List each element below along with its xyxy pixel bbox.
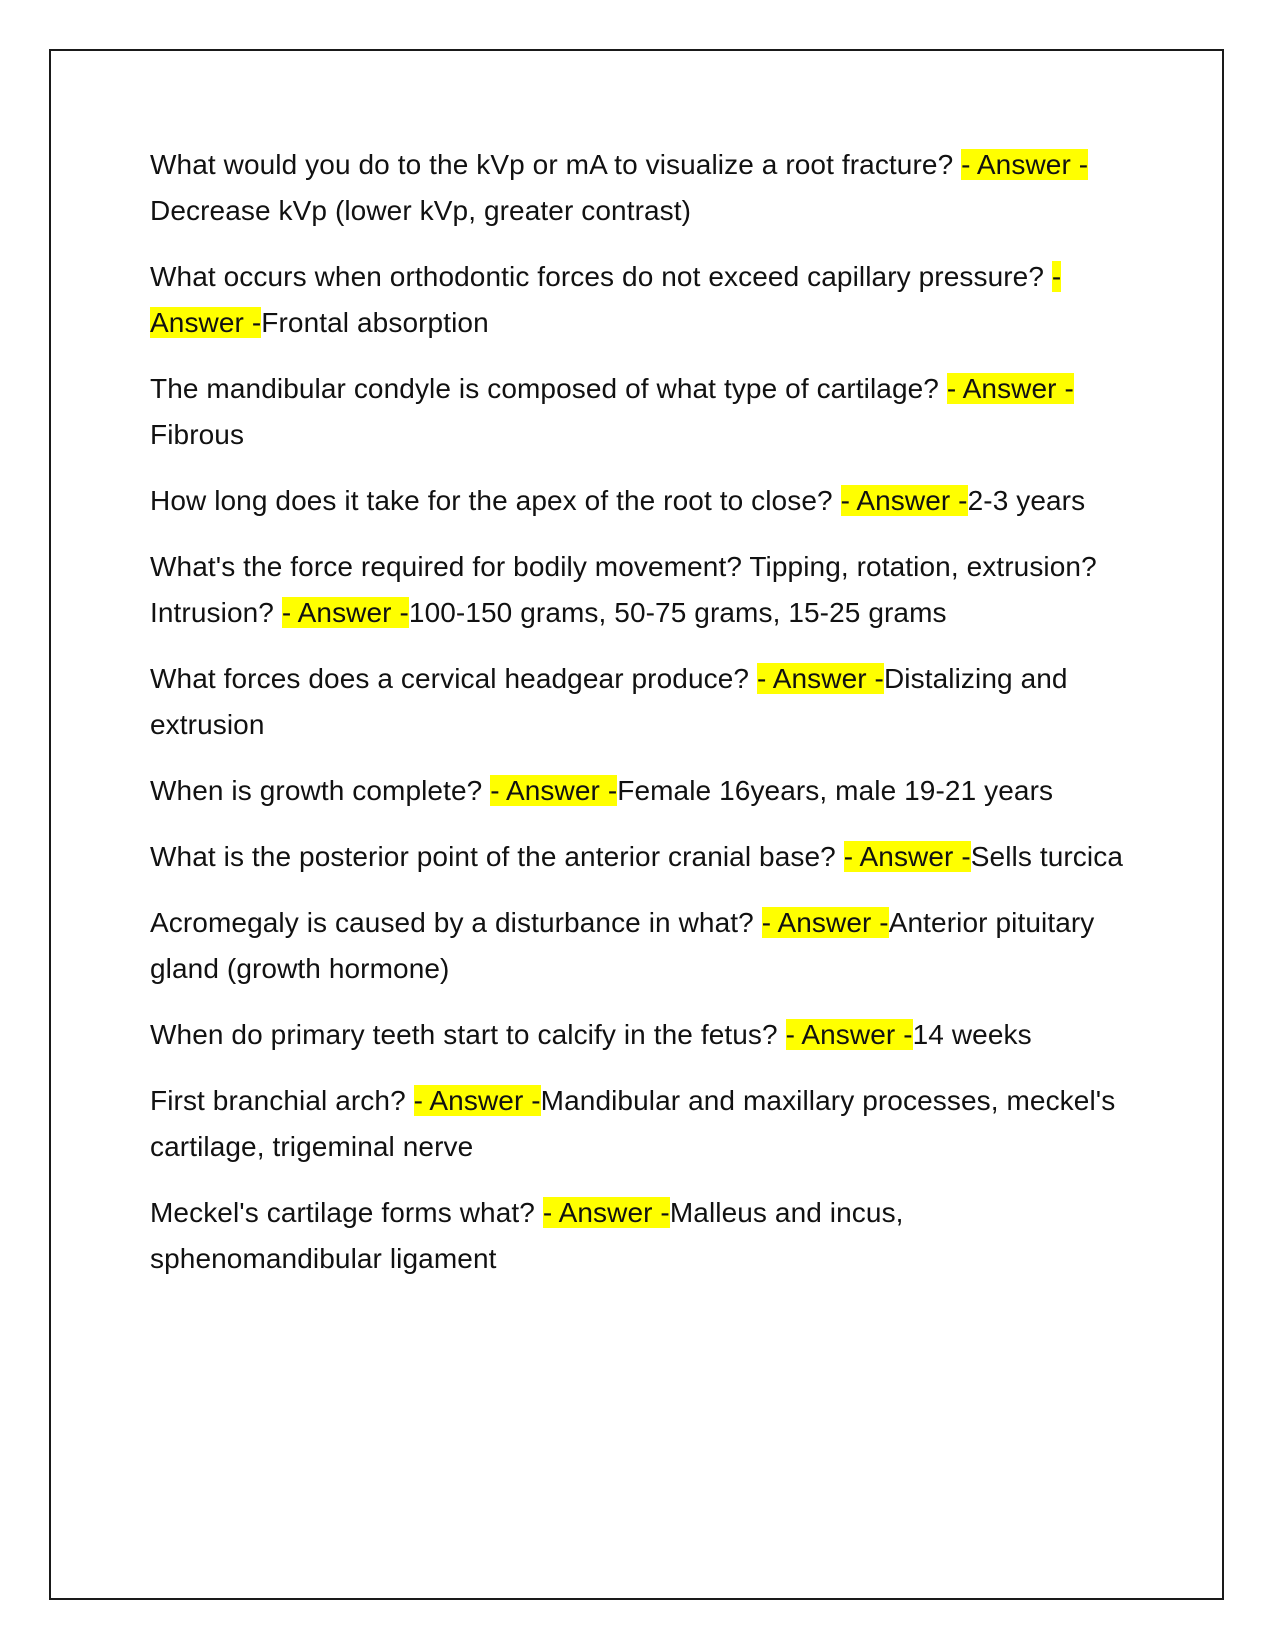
- document-body: [150, 142, 1132, 1302]
- qa-item: [150, 768, 1132, 814]
- answer-marker: - Answer -: [843, 841, 971, 872]
- answer-text: Malleus and incus, sphenomandibular ligament: [150, 1197, 904, 1274]
- answer-marker: - Answer -: [840, 485, 968, 516]
- answer-text: 14 weeks: [912, 1019, 1032, 1050]
- qa-item: [150, 254, 1132, 346]
- answer-text: Mandibular and maxillary processes, meckel's cartilage, trigeminal nerve: [150, 1085, 1116, 1162]
- question-text: The mandibular condyle is composed of what type of cartilage?: [150, 373, 947, 404]
- question-text: First branchial arch?: [150, 1085, 414, 1116]
- answer-text: 2-3 years: [967, 485, 1086, 516]
- answer-text: Distalizing and extrusion: [150, 663, 1068, 740]
- qa-item: [150, 1190, 1132, 1282]
- answer-marker: - Answer -: [413, 1085, 541, 1116]
- qa-item: [150, 656, 1132, 748]
- question-text: What would you do to the kVp or mA to visualize a root fracture?: [150, 149, 962, 180]
- answer-text: Anterior pituitary gland (growth hormone): [150, 907, 1095, 984]
- answer-marker: - Answer -: [785, 1019, 913, 1050]
- answer-marker: - Answer -: [756, 663, 884, 694]
- question-text: What occurs when orthodontic forces do not exceed capillary pressure?: [150, 261, 1052, 292]
- answer-marker: - Answer -: [946, 373, 1074, 404]
- answer-marker: - Answer -: [281, 597, 409, 628]
- answer-text: Decrease kVp (lower kVp, greater contrast): [150, 195, 692, 226]
- question-text: What's the force required for bodily movement? Tipping, rotation, extrusion? Intrusion?: [150, 551, 1097, 628]
- qa-item: [150, 142, 1132, 234]
- question-text: What forces does a cervical headgear produce?: [150, 663, 757, 694]
- qa-item: [150, 1012, 1132, 1058]
- question-text: How long does it take for the apex of the root to close?: [150, 485, 841, 516]
- answer-marker: - Answer -: [761, 907, 889, 938]
- answer-text: Fibrous: [150, 419, 245, 450]
- answer-text: Sells turcica: [970, 841, 1124, 872]
- answer-text: Frontal absorption: [261, 307, 489, 338]
- question-text: What is the posterior point of the anterior cranial base?: [150, 841, 844, 872]
- qa-item: [150, 478, 1132, 524]
- question-text: When is growth complete?: [150, 775, 491, 806]
- answer-marker: - Answer -: [150, 261, 1062, 338]
- answer-marker: - Answer -: [542, 1197, 670, 1228]
- answer-text: 100-150 grams, 50-75 grams, 15-25 grams: [408, 597, 947, 628]
- answer-text: Female 16years, male 19-21 years: [617, 775, 1054, 806]
- answer-marker: - Answer -: [961, 149, 1089, 180]
- answer-marker: - Answer -: [490, 775, 618, 806]
- qa-item: [150, 1078, 1132, 1170]
- qa-item: [150, 366, 1132, 458]
- question-text: Meckel's cartilage forms what?: [150, 1197, 543, 1228]
- qa-item: [150, 544, 1132, 636]
- question-text: Acromegaly is caused by a disturbance in what?: [150, 907, 762, 938]
- qa-item: [150, 834, 1132, 880]
- qa-item: [150, 900, 1132, 992]
- question-text: When do primary teeth start to calcify in the fetus?: [150, 1019, 786, 1050]
